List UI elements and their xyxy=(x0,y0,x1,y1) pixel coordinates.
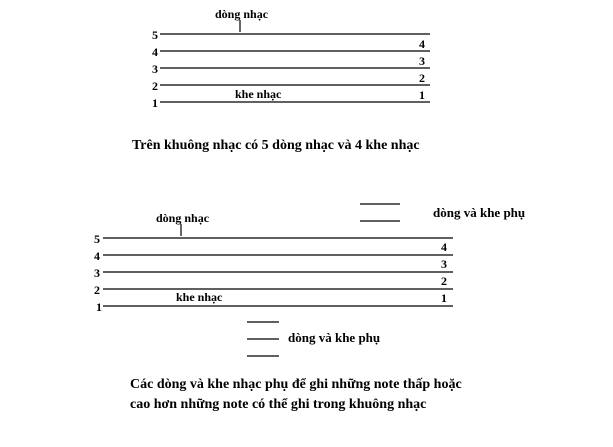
line-label: dòng nhạc xyxy=(215,7,269,21)
caption-2-line-2: cao hơn những note có thể ghi trong khuông nhạc xyxy=(130,397,427,412)
line-number-2: 2 xyxy=(152,79,158,93)
line-label: dòng nhạc xyxy=(156,211,210,225)
line-number-5: 5 xyxy=(152,28,158,42)
ledger-label-top: dòng và khe phụ xyxy=(433,205,526,220)
line-number-3: 3 xyxy=(152,62,158,76)
space-number-4: 4 xyxy=(419,37,425,51)
space-number-1: 1 xyxy=(419,88,425,102)
space-label: khe nhạc xyxy=(235,87,282,101)
ledger-label-bottom: dòng và khe phụ xyxy=(288,330,381,345)
space-number-2: 2 xyxy=(441,274,447,288)
caption-1: Trên khuông nhạc có 5 dòng nhạc và 4 khe nhạc xyxy=(132,138,420,153)
space-number-2: 2 xyxy=(419,71,425,85)
space-number-1: 1 xyxy=(441,291,447,305)
staff-diagram-1 xyxy=(132,7,430,153)
line-number-3: 3 xyxy=(94,266,100,280)
caption-2-line-1: Các dòng và khe nhạc phụ để ghi những note thấp hoặc xyxy=(130,377,462,392)
space-label: khe nhạc xyxy=(176,290,223,304)
space-number-4: 4 xyxy=(441,240,447,254)
staff-diagram-2 xyxy=(94,204,525,412)
line-number-2: 2 xyxy=(94,283,100,297)
line-number-4: 4 xyxy=(94,249,100,263)
line-number-1: 1 xyxy=(152,96,158,110)
line-number-5: 5 xyxy=(94,232,100,246)
line-number-1: 1 xyxy=(96,300,102,314)
space-number-3: 3 xyxy=(419,54,425,68)
space-number-3: 3 xyxy=(441,257,447,271)
line-number-4: 4 xyxy=(152,45,158,59)
